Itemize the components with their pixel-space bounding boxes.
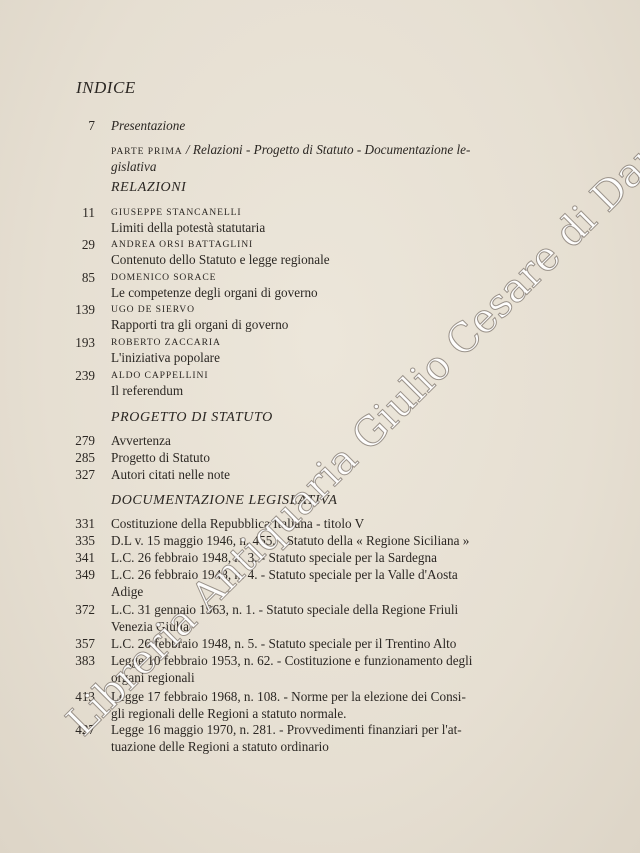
page-number: 383	[75, 653, 95, 668]
page-number: 139	[75, 302, 95, 317]
part-label: PARTE PRIMA	[111, 146, 183, 157]
page-number: 372	[75, 602, 95, 617]
page-number: 413	[75, 689, 95, 704]
page-number: 285	[75, 450, 95, 465]
entry-title: Legge 10 febbraio 1953, n. 62. - Costituzione e funzionamento degli	[111, 653, 473, 668]
part-description: / Relazioni - Progetto di Statuto - Documentazione le-	[182, 142, 471, 157]
section-heading-progetto: PROGETTO DI STATUTO	[111, 410, 273, 425]
entry-title: Il referendum	[111, 383, 184, 398]
entry-title: Contenuto dello Statuto e legge regionale	[111, 252, 330, 267]
entry-title: Presentazione	[111, 118, 186, 133]
entry-title: Avvertenza	[111, 433, 171, 448]
entry-title: Autori citati nelle note	[111, 467, 231, 482]
page-number: 193	[75, 335, 95, 350]
entry-title: L'iniziativa popolare	[111, 350, 220, 365]
entry-title: L.C. 26 febbraio 1948, n. 3. - Statuto speciale per la Sardegna	[111, 550, 437, 565]
page-number: 85	[81, 270, 95, 285]
entry-title: Rapporti tra gli organi di governo	[111, 317, 289, 332]
entry-author: ALDO CAPPELLINI	[111, 370, 209, 381]
entry-title: Costituzione della Repubblica Italiana - titolo V	[111, 516, 365, 531]
entry-title: Limiti della potestà statutaria	[111, 220, 266, 235]
page-number: 239	[75, 368, 95, 383]
page-number: 7	[88, 118, 95, 133]
index-heading: INDICE	[76, 78, 136, 97]
entry-title-cont: organi regionali	[111, 670, 195, 685]
entry-title-cont: tuazione delle Regioni a statuto ordinario	[111, 739, 329, 754]
entry-title: Le competenze degli organi di governo	[111, 285, 318, 300]
entry-title-cont: Adige	[111, 584, 144, 599]
entry-title: Legge 16 maggio 1970, n. 281. - Provvedimenti finanziari per l'at-	[111, 722, 462, 737]
page-number: 335	[75, 533, 95, 548]
entry-title: D.L v. 15 maggio 1946, n. 455. - Statuto della « Regione Siciliana »	[111, 533, 470, 548]
entry-author: GIUSEPPE STANCANELLI	[111, 207, 242, 218]
section-heading-documentazione: DOCUMENTAZIONE LEGISLATIVA	[111, 493, 338, 508]
page-number: 349	[75, 567, 95, 582]
entry-author: UGO DE SIERVO	[111, 304, 195, 315]
page-number: 427	[75, 722, 95, 737]
page-number: 279	[75, 433, 95, 448]
entry-title: Legge 17 febbraio 1968, n. 108. - Norme per la elezione dei Consi-	[111, 689, 466, 704]
entry-author: ROBERTO ZACCARIA	[111, 337, 221, 348]
entry-title: Progetto di Statuto	[111, 450, 210, 465]
page-number: 11	[82, 205, 95, 220]
section-heading-relazioni: RELAZIONI	[111, 180, 187, 195]
page-number: 29	[81, 237, 95, 252]
entry-title: L.C. 26 febbraio 1948, n. 4. - Statuto speciale per la Valle d'Aosta	[111, 567, 458, 582]
page-number: 327	[75, 467, 95, 482]
entry-author: DOMENICO SORACE	[111, 272, 217, 283]
entry-author: ANDREA ORSI BATTAGLINI	[111, 239, 254, 250]
entry-title: L.C. 26 febbraio 1948, n. 5. - Statuto speciale per il Trentino Alto	[111, 636, 457, 651]
entry-title-cont: gli regionali delle Regioni a statuto normale.	[111, 706, 347, 721]
entry-title: L.C. 31 gennaio 1963, n. 1. - Statuto speciale della Regione Friuli	[111, 602, 459, 617]
page-number: 331	[75, 516, 95, 531]
page-number: 341	[75, 550, 95, 565]
page-number: 357	[75, 636, 95, 651]
entry-title-cont: Venezia Giulia	[111, 619, 189, 634]
part-description-cont: gislativa	[111, 159, 157, 174]
